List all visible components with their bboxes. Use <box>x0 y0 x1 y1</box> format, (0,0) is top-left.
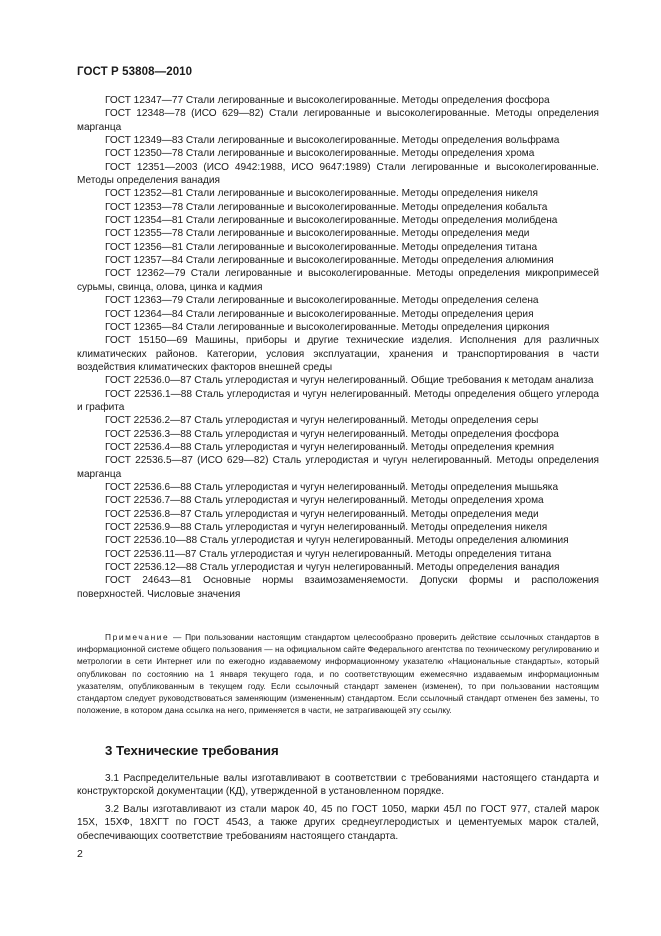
reference-item: ГОСТ 22536.3—88 Сталь углеродистая и чугун нелегированный. Методы определения фосфора <box>105 428 559 440</box>
reference-item: ГОСТ 24643—81 Основные нормы взаимозаменяемости. Допуски формы и расположения поверхностей. Числовые значения <box>77 575 599 600</box>
normative-references-list <box>77 94 599 601</box>
reference-item: ГОСТ 22536.6—88 Сталь углеродистая и чугун нелегированный. Методы определения мышьяка <box>105 481 559 493</box>
reference-item: ГОСТ 12365—84 Стали легированные и высоколегированные. Методы определения циркония <box>105 321 550 333</box>
reference-item: ГОСТ 15150—69 Машины, приборы и другие технические изделия. Исполнения для различных климатических районов. Категории, условия эксплуатации, хранения и транспортирования в части воздействия климатических факторов внешней среды <box>77 335 599 373</box>
reference-item: ГОСТ 12348—78 (ИСО 629—82) Стали легированные и высоколегированные. Методы определения марганца <box>77 108 599 133</box>
requirement-paragraph: 3.2 Валы изготавливают из стали марок 40, 45 по ГОСТ 1050, марки 45Л по ГОСТ 977, сталей марок 15Х, 15ХФ, 18ХГТ по ГОСТ 4543, а также других среднеуглеродистых и цементуемых марок сталей, обеспечивающих соответствие требованиям настоящего стандарта. <box>77 803 599 842</box>
note-paragraph <box>77 631 599 716</box>
reference-item: ГОСТ 12351—2003 (ИСО 4942:1988, ИСО 9647:1989) Стали легированные и высоколегированные. Методы определения ванадия <box>77 161 599 187</box>
reference-item: ГОСТ 12355—78 Стали легированные и высоколегированные. Методы определения меди <box>105 228 530 240</box>
reference-item: ГОСТ 12350—78 Стали легированные и высоколегированные. Методы определения хрома <box>105 148 535 160</box>
reference-item: ГОСТ 12352—81 Стали легированные и высоколегированные. Методы определения никеля <box>105 188 538 200</box>
reference-item: ГОСТ 12364—84 Стали легированные и высоколегированные. Методы определения церия <box>105 308 534 320</box>
section-heading: 3 Технические требования <box>105 743 279 758</box>
reference-item: ГОСТ 12356—81 Стали легированные и высоколегированные. Методы определения титана <box>105 241 538 253</box>
reference-item: ГОСТ 22536.12—88 Сталь углеродистая и чугун нелегированный. Методы определения ванадия <box>105 562 560 574</box>
reference-item: ГОСТ 12349—83 Стали легированные и высоколегированные. Методы определения вольфрама <box>105 135 560 147</box>
reference-item: ГОСТ 12354—81 Стали легированные и высоколегированные. Методы определения молибдена <box>105 215 558 227</box>
reference-item: ГОСТ 22536.7—88 Сталь углеродистая и чугун нелегированный. Методы определения хрома <box>105 495 544 507</box>
reference-item: ГОСТ 22536.0—87 Сталь углеродистая и чугун нелегированный. Общие требования к методам анализа <box>105 375 594 387</box>
reference-item: ГОСТ 22536.4—88 Сталь углеродистая и чугун нелегированный. Методы определения кремния <box>105 441 555 453</box>
reference-item: ГОСТ 22536.2—87 Сталь углеродистая и чугун нелегированный. Методы определения серы <box>105 415 539 427</box>
reference-item: ГОСТ 12362—79 Стали легированные и высоколегированные. Методы определения микропримесей сурьмы, свинца, олова, цинка и кадмия <box>77 268 599 293</box>
reference-item: ГОСТ 22536.10—88 Сталь углеродистая и чугун нелегированный. Методы определения алюминия <box>105 535 569 547</box>
section-body <box>77 772 599 847</box>
requirement-paragraph: 3.1 Распределительные валы изготавливают в соответствии с требованиями настоящего стандарта и конструкторской документации (КД), утвержденной в установленном порядке. <box>77 773 599 798</box>
document-code-header: ГОСТ Р 53808—2010 <box>77 66 193 78</box>
reference-item: ГОСТ 22536.8—87 Сталь углеродистая и чугун нелегированный. Методы определения меди <box>105 508 539 520</box>
reference-item: ГОСТ 12357—84 Стали легированные и высоколегированные. Методы определения алюминия <box>105 255 554 267</box>
reference-item: ГОСТ 12363—79 Стали легированные и высоколегированные. Методы определения селена <box>105 295 539 307</box>
reference-item: ГОСТ 12353—78 Стали легированные и высоколегированные. Методы определения кобальта <box>105 201 548 213</box>
reference-item: ГОСТ 22536.5—87 (ИСО 629—82) Сталь углеродистая и чугун нелегированный. Методы определения марганца <box>77 455 599 480</box>
reference-item: ГОСТ 22536.1—88 Сталь углеродистая и чугун нелегированный. Методы определения общего углерода и графита <box>77 388 599 413</box>
note-text: — При пользовании настоящим стандартом целесообразно проверить действие ссылочных стандартов в информационной системе общего пользования — на официальном сайте Федерального агентства по техническому регулированию и метрологии в сети Интернет или по ежегодно издаваемому информационному указателю «Национальные стандарты», который опубликован по состоянию на 1 января текущего года, и по соответствующим ежемесячно издаваемым информационным указателям, опубликованным в текущем году. Если ссылочный стандарт заменен (изменен), то при пользовании настоящим стандартом следует руководствоваться заменяющим (измененным) стандартом. Если ссылочный стандарт отменен без замены, то положение, в котором дана ссылка на него, применяется в части, не затрагивающей эту ссылку. <box>77 632 599 716</box>
reference-item: ГОСТ 12347—77 Стали легированные и высоколегированные. Методы определения фосфора <box>105 95 550 106</box>
page-number: 2 <box>77 848 83 860</box>
note-label: Примечание <box>105 632 170 642</box>
reference-item: ГОСТ 22536.9—88 Сталь углеродистая и чугун нелегированный. Методы определения никеля <box>105 522 548 533</box>
reference-item: ГОСТ 22536.11—87 Сталь углеродистая и чугун нелегированный. Методы определения титана <box>105 548 552 560</box>
